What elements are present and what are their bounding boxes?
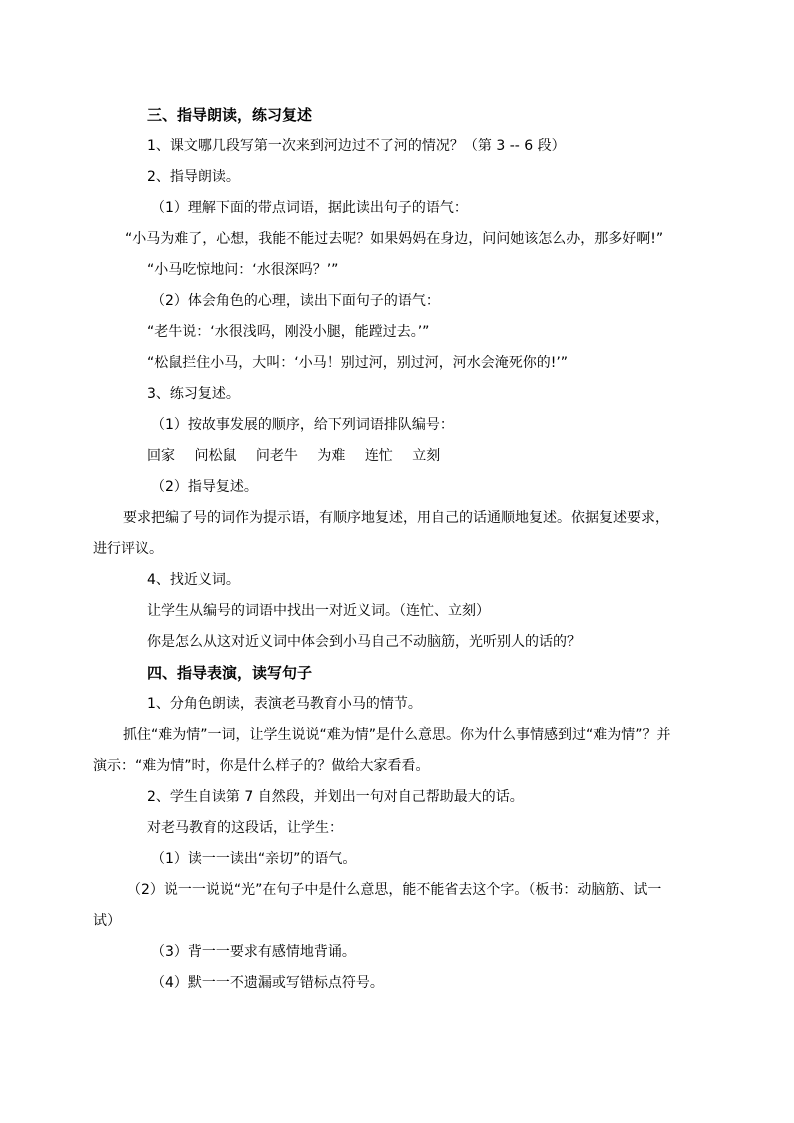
paragraph: 让学生从编号的词语中找出一对近义词。（连忙、立刻） — [147, 603, 490, 619]
quote: “小马为难了，心想，我能不能过去呢？如果妈妈在身边，问问她该怎么办，那多好啊!” — [125, 231, 664, 247]
paragraph: （4）默一一不遗漏或写错标点符号。 — [151, 975, 384, 991]
document-body — [93, 100, 679, 999]
paragraph: 对老马教育的这段话，让学生： — [147, 820, 343, 836]
word-item: 连忙 — [364, 448, 393, 464]
paragraph: 要求把编了号的词作为提示语，有顺序地复述，用自己的话通顺地复述。依据复述要求，进行评议。 — [93, 510, 669, 557]
word-item: 立刻 — [412, 448, 441, 464]
word-item: 问老牛 — [255, 448, 298, 464]
paragraph: 4、找近义词。 — [147, 572, 240, 588]
quote: “老牛说：‘水很浅吗，刚没小腿，能蹚过去。’” — [147, 324, 430, 340]
section-heading: 四、指导表演，读写句子 — [147, 664, 313, 682]
paragraph: 2、指导朗读。 — [147, 169, 240, 185]
word-item: 问松鼠 — [194, 448, 237, 464]
word-item: 回家 — [147, 448, 175, 464]
paragraph: 2、学生自读第 7 自然段，并划出一句对自己帮助最大的话。 — [147, 789, 524, 805]
paragraph: （2）说一一说说“光”在句子中是什么意思，能不能省去这个字。（板书：动脑筋、试一试） — [93, 882, 662, 929]
paragraph: （2）体会角色的心理，读出下面句子的语气： — [151, 293, 440, 309]
word-item: 为难 — [317, 448, 346, 464]
paragraph: 3、练习复述。 — [147, 386, 240, 402]
paragraph: （2）指导复述。 — [151, 479, 258, 495]
paragraph: （1）按故事发展的顺序，给下列词语排队编号： — [151, 417, 454, 433]
paragraph: （3）背一一要求有感情地背诵。 — [151, 944, 356, 960]
word-list — [117, 441, 679, 472]
section-heading: 三、指导朗读，练习复述 — [147, 106, 313, 124]
paragraph: 你是怎么从这对近义词中体会到小马自己不动脑筋，光听别人的话的？ — [147, 634, 581, 650]
paragraph: 抓住“难为情”一词，让学生说说“难为情”是什么意思。你为什么事情感到过“难为情”？并演示：“难为情”时，你是什么样子的？做给大家看看。 — [93, 727, 671, 774]
paragraph: 1、分角色朗读，表演老马教育小马的情节。 — [147, 696, 422, 712]
paragraph: （1）读一一读出“亲切”的语气。 — [151, 851, 357, 867]
paragraph: 1、课文哪几段写第一次来到河边过不了河的情况？（第 3 -- 6 段） — [147, 138, 566, 154]
quote: “松鼠拦住小马，大叫：‘小马！别过河，别过河，河水会淹死你的!’” — [147, 355, 569, 371]
quote: “小马吃惊地问：‘水很深吗？’” — [147, 262, 339, 278]
paragraph: （1）理解下面的带点词语，据此读出句子的语气： — [151, 200, 468, 216]
